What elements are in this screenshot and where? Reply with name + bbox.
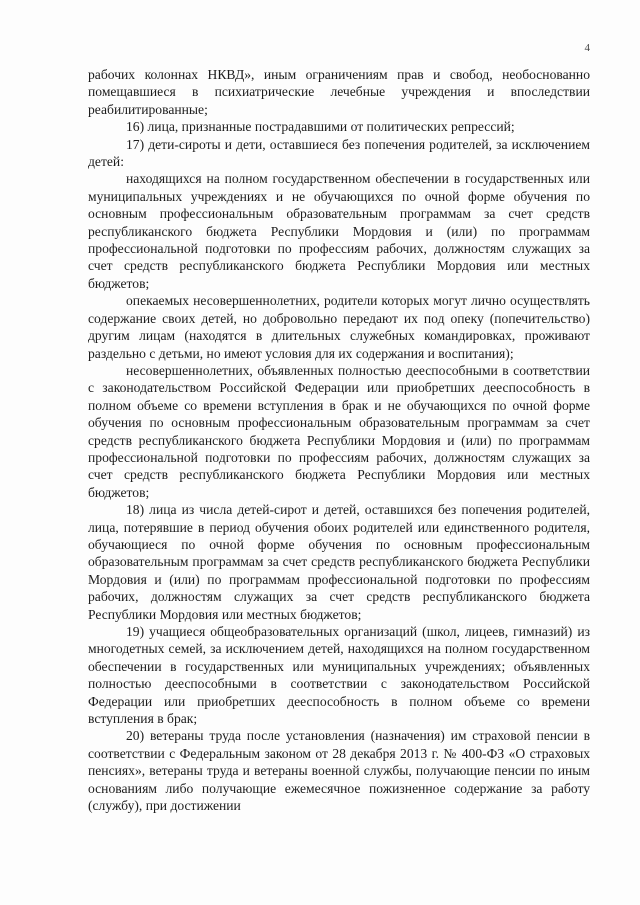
document-body xyxy=(88,66,590,814)
paragraph-3: 17) дети-сироты и дети, оставшиеся без попечения родителей, за исключением детей: xyxy=(88,136,590,170)
paragraph-9: 20) ветераны труда после установления (назначения) им страховой пенсии в соответствии с Федеральным законом от 28 декабря 2013 г. № 400-ФЗ «О страховых пенсиях», ветераны труда и ветераны военной службы, получающие пенсии по иным основаниям либо получающие ежемесячное пожизненное содержание за работу (службу), при достижении xyxy=(88,728,590,814)
page-number: 4 xyxy=(584,42,590,54)
paragraph-8: 19) учащиеся общеобразовательных организаций (школ, лицеев, гимназий) из многодетных семей, за исключением детей, находящихся на полном государственном обеспечении в государственных или муниципальных учреждениях; объявленных полностью дееспособными в соответствии с законодательством Российской Федерации или приобретших дееспособность в полном объеме со времени вступления в брак; xyxy=(88,624,590,727)
paragraph-5: опекаемых несовершеннолетних, родители которых могут лично осуществлять содержание своих детей, но добровольно передают их под опеку (попечительство) другим лицам (находятся в длительных служебных командировках, проживают раздельно с детьми, но имеют условия для их содержания и воспитания); xyxy=(88,293,590,361)
paragraph-6: несовершеннолетних, объявленных полностью дееспособными в соответствии с законодательством Российской Федерации или приобретших дееспособность в полном объеме со времени вступления в брак и не обучающихся по очной форме обучения по основным профессиональным образовательным программам за счет средств республиканского бюджета Республики Мордовия и (или) по программам профессиональной подготовки по профессиям рабочих, должностям служащих за счет средств республиканского бюджета Республики Мордовия или местных бюджетов; xyxy=(88,362,590,500)
paragraph-7: 18) лица из числа детей-сирот и детей, оставшихся без попечения родителей, лица, потерявшие в период обучения обоих родителей или единственного родителя, обучающиеся по очной форме обучения по основным профессиональным образовательным программам за счет средств республиканского бюджета Республики Мордовия и (или) по программам профессиональной подготовки по профессиям рабочих, должностям служащих за счет средств республиканского бюджета Республики Мордовия или местных бюджетов; xyxy=(88,502,590,622)
paragraph-1: рабочих колоннах НКВД», иным ограничениям прав и свобод, необоснованно помещавшиеся в психиатрические лечебные учреждения и впоследствии реабилитированные; xyxy=(88,67,590,117)
paragraph-2: 16) лица, признанные пострадавшими от политических репрессий; xyxy=(126,119,515,135)
paragraph-4: находящихся на полном государственном обеспечении в государственных или муниципальных учреждениях и не обучающихся по очной форме обучения по основным профессиональным образовательным программам за счет средств республиканского бюджета Республики Мордовия и (или) по программам профессиональной подготовки по профессиям рабочих, должностям служащих за счет средств республиканского бюджета Республики Мордовия или местных бюджетов; xyxy=(88,171,590,291)
